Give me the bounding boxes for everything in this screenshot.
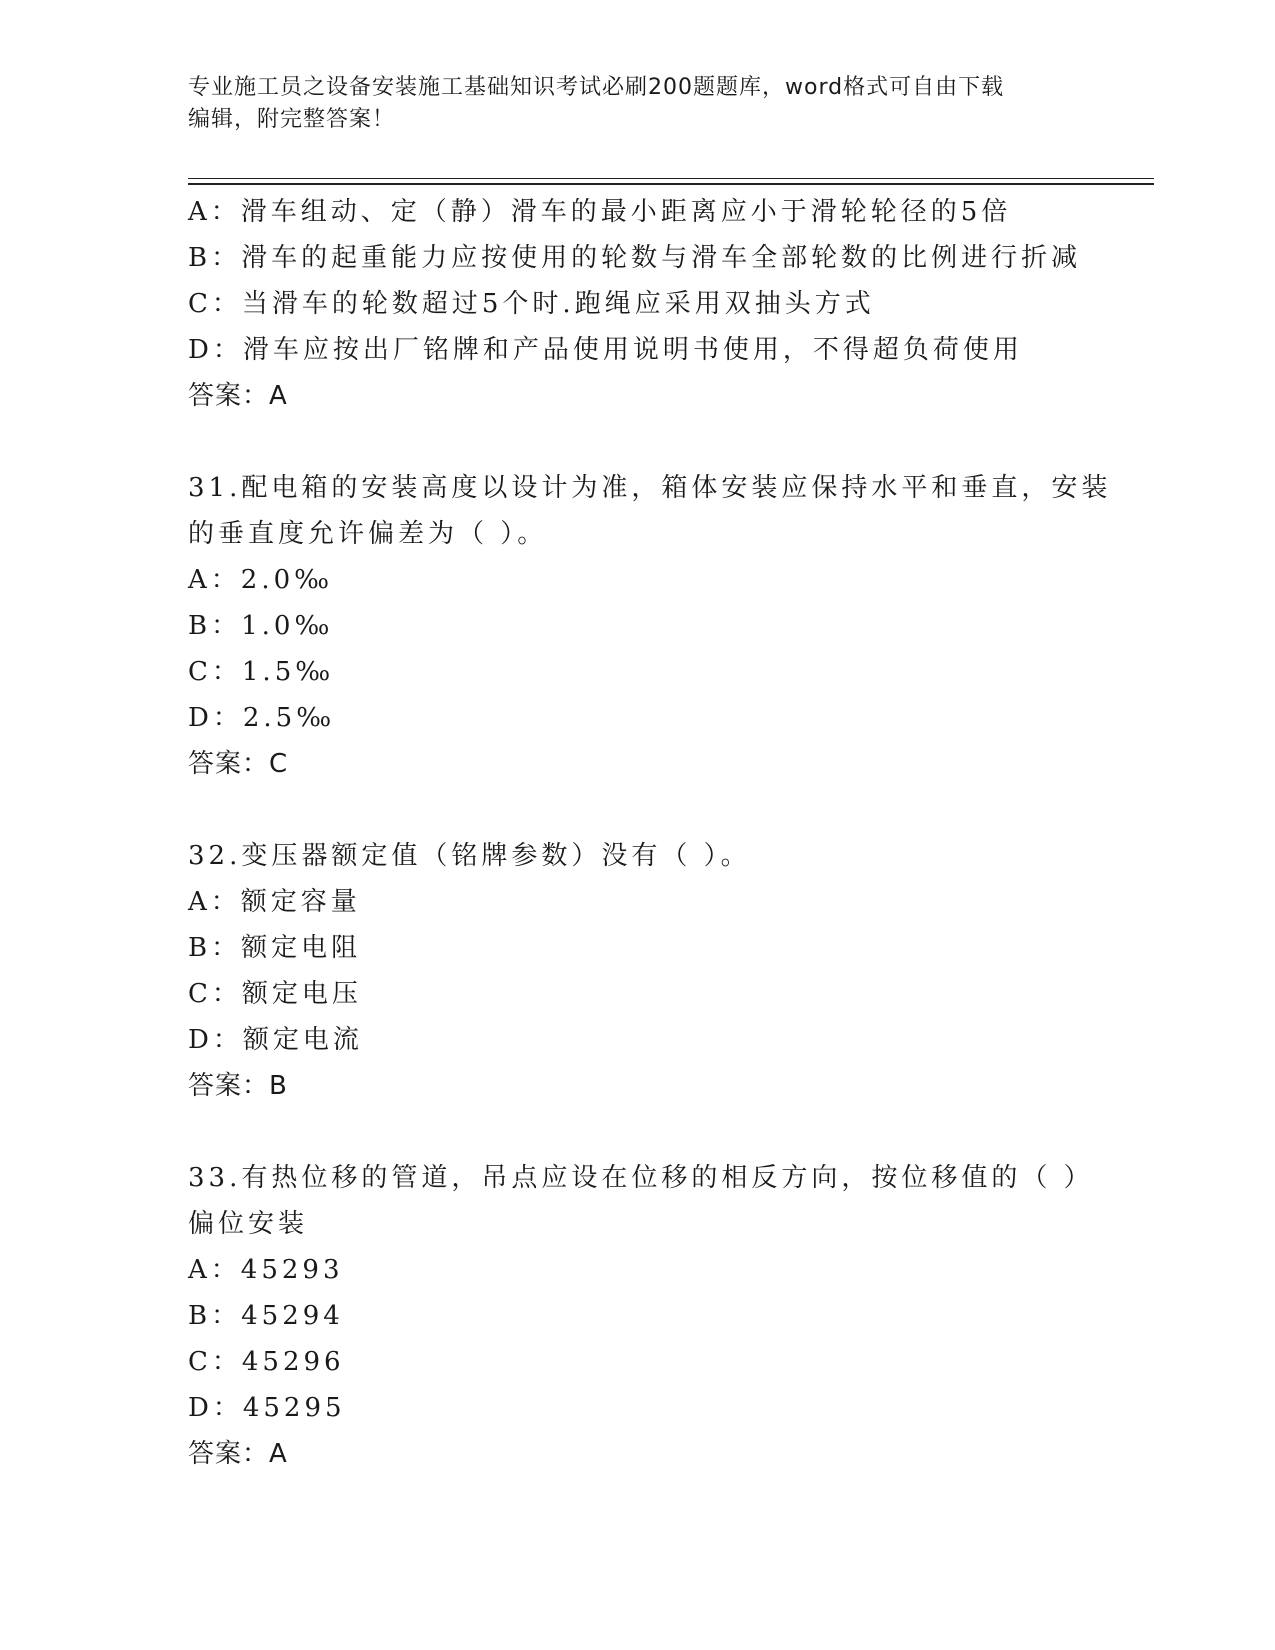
option-c: C：1.5‰ bbox=[188, 657, 335, 687]
option-c: C：额定电压 bbox=[188, 979, 362, 1009]
option-b: B：45294 bbox=[188, 1301, 344, 1331]
option-a: A：2.0‰ bbox=[188, 565, 334, 595]
question-stem-line-2: 偏位安装 bbox=[188, 1209, 309, 1239]
question-stem-line-1: 33.有热位移的管道，吊点应设在位移的相反方向，按位移值的（ ） bbox=[188, 1163, 1094, 1193]
answer: 答案：A bbox=[188, 381, 288, 411]
header-line-2: 编辑，附完整答案！ bbox=[188, 107, 396, 132]
option-b: B：1.0‰ bbox=[188, 611, 334, 641]
question-spacer bbox=[188, 1109, 1088, 1155]
question-32 bbox=[188, 833, 1088, 1109]
option-a: A：额定容量 bbox=[188, 887, 361, 917]
header-rule-thick bbox=[188, 183, 1154, 185]
question-list bbox=[188, 189, 1112, 1477]
answer: 答案：A bbox=[188, 1439, 288, 1469]
option-d: D：滑车应按出厂铭牌和产品使用说明书使用，不得超负荷使用 bbox=[188, 335, 1023, 365]
question-33 bbox=[188, 1155, 1094, 1477]
option-c: C：当滑车的轮数超过5个时.跑绳应采用双抽头方式 bbox=[188, 289, 875, 319]
document-header bbox=[188, 72, 1088, 136]
question-stem-line-2: 的垂直度允许偏差为（ ）。 bbox=[188, 519, 548, 549]
option-b: B：滑车的起重能力应按使用的轮数与滑车全部轮数的比例进行折减 bbox=[188, 243, 1082, 273]
question-31 bbox=[188, 465, 1112, 787]
option-b: B：额定电阻 bbox=[188, 933, 362, 963]
option-d: D：2.5‰ bbox=[188, 703, 336, 733]
question-spacer bbox=[188, 787, 1088, 833]
option-a: A：45293 bbox=[188, 1255, 344, 1285]
question-spacer bbox=[188, 419, 1088, 465]
question-stem-line-1: 31.配电箱的安装高度以设计为准，箱体安装应保持水平和垂直，安装 bbox=[188, 473, 1112, 503]
option-c: C：45296 bbox=[188, 1347, 345, 1377]
answer: 答案：B bbox=[188, 1071, 288, 1101]
header-rule-thin bbox=[188, 178, 1154, 179]
option-a: A：滑车组动、定（静）滑车的最小距离应小于滑轮轮径的5倍 bbox=[188, 197, 1012, 227]
option-d: D：45295 bbox=[188, 1393, 346, 1423]
question-30 bbox=[188, 189, 1088, 419]
answer: 答案：C bbox=[188, 749, 289, 779]
question-stem-line-1: 32.变压器额定值（铭牌参数）没有（ ）。 bbox=[188, 841, 751, 871]
header-line-1: 专业施工员之设备安装施工基础知识考试必刷200题题库，word格式可自由下载 bbox=[188, 75, 1005, 100]
option-d: D：额定电流 bbox=[188, 1025, 363, 1055]
